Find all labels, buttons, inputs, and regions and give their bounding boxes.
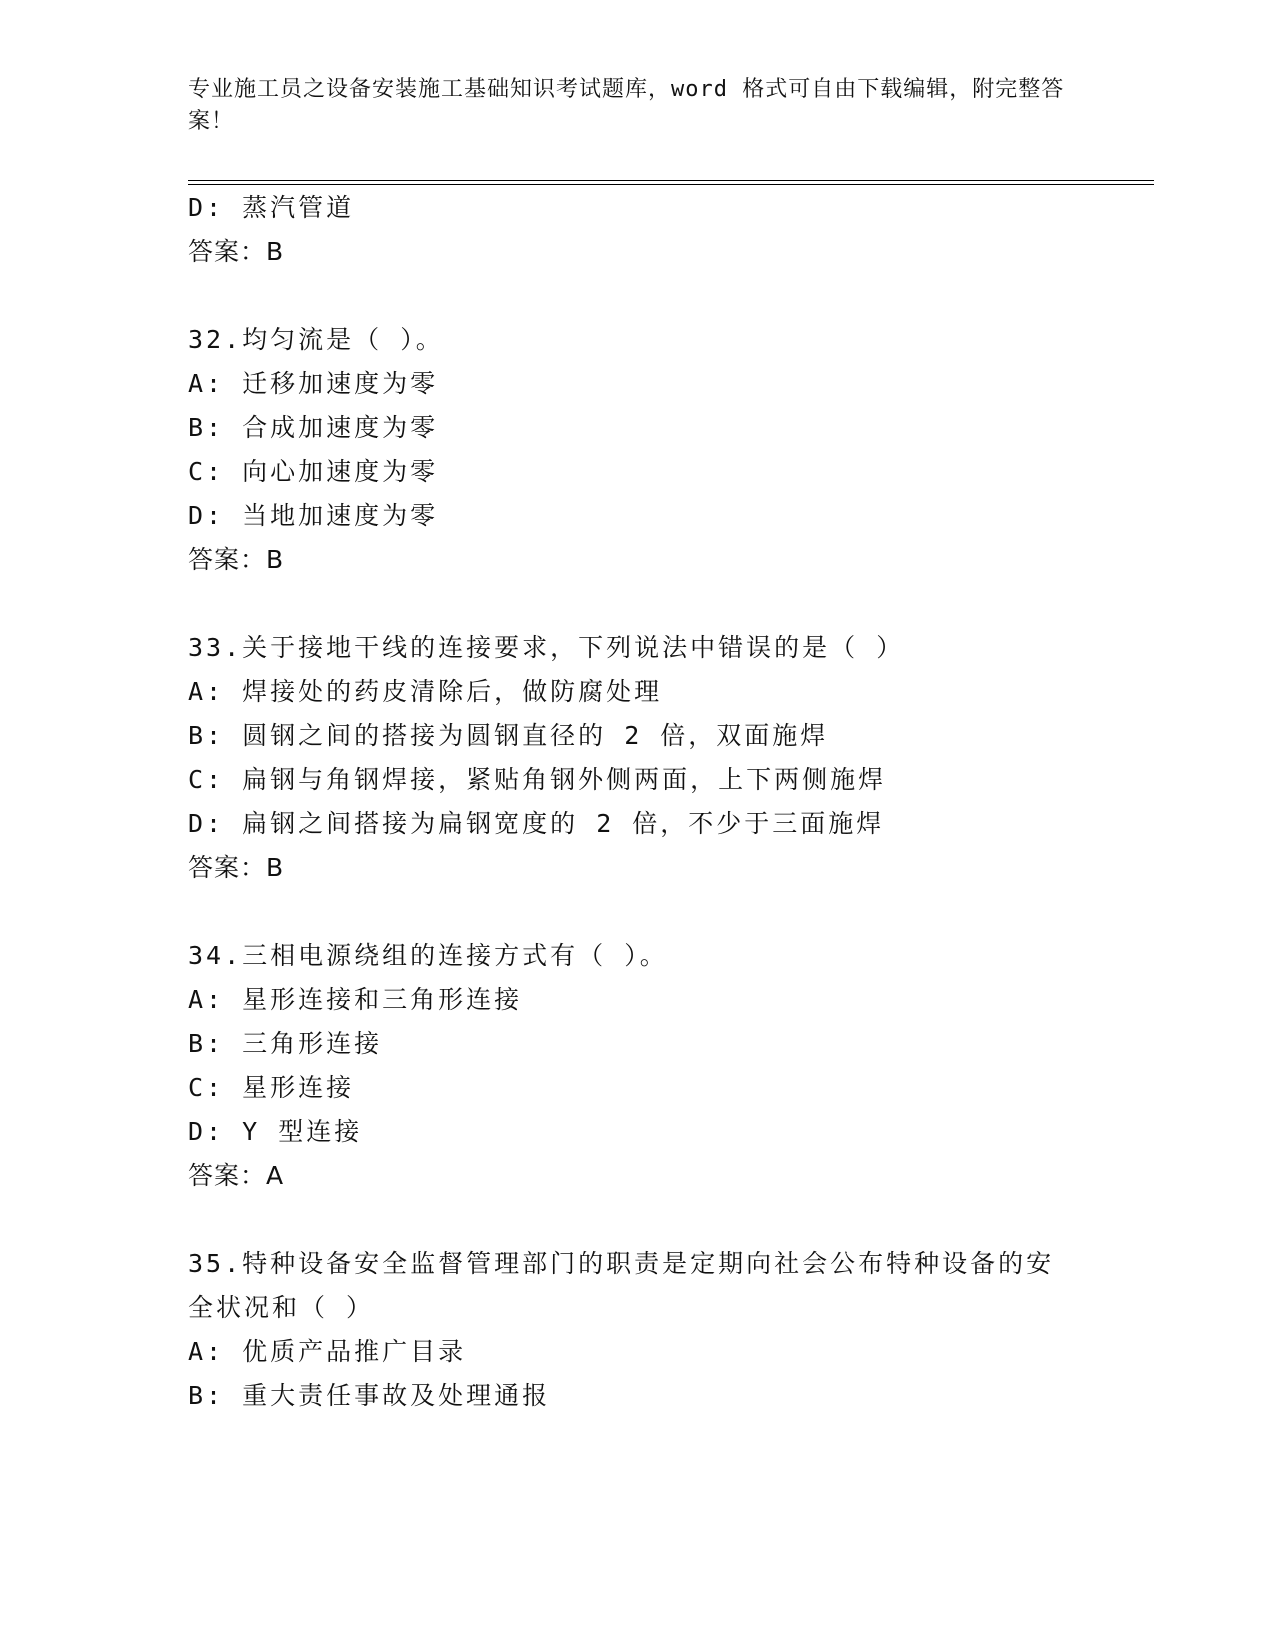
option-b: B: 三角形连接 (188, 1029, 383, 1058)
question-stem: 32.均匀流是（ ）。 (188, 325, 444, 354)
option-d: D: 当地加速度为零 (188, 501, 439, 530)
option-d: D: 扁钢之间搭接为扁钢宽度的 2 倍，不少于三面施焊 (188, 809, 885, 838)
answer: 答案：A (188, 1161, 285, 1190)
answer: 答案：B (188, 237, 285, 266)
option-b: B: 重大责任事故及处理通报 (188, 1381, 551, 1410)
option-c: C: 向心加速度为零 (188, 457, 439, 486)
option-c: C: 扁钢与角钢焊接，紧贴角钢外侧两面，上下两侧施焊 (188, 765, 887, 794)
header-rule (188, 180, 1154, 185)
question-stem: 34.三相电源绕组的连接方式有（ ）。 (188, 941, 668, 970)
option-a: A: 优质产品推广目录 (188, 1337, 467, 1366)
answer: 答案：B (188, 545, 285, 574)
option-a: A: 迁移加速度为零 (188, 369, 439, 398)
question-stem: 33.关于接地干线的连接要求，下列说法中错误的是（ ） (188, 633, 905, 662)
option-a: A: 星形连接和三角形连接 (188, 985, 523, 1014)
option-a: A: 焊接处的药皮清除后，做防腐处理 (188, 677, 663, 706)
option-d: D: Y 型连接 (188, 1117, 363, 1146)
question-stem: 35.特种设备安全监督管理部门的职责是定期向社会公布特种设备的安 (188, 1249, 1055, 1278)
option-b: B: 合成加速度为零 (188, 413, 439, 442)
option-c: C: 星形连接 (188, 1073, 355, 1102)
answer: 答案：B (188, 853, 285, 882)
option-d: D: 蒸汽管道 (188, 193, 355, 222)
question-stem-continued: 全状况和（ ） (188, 1293, 375, 1322)
option-b: B: 圆钢之间的搭接为圆钢直径的 2 倍，双面施焊 (188, 721, 829, 750)
page-header: 专业施工员之设备安装施工基础知识考试题库，word 格式可自由下载编辑，附完整答案！ (188, 77, 1065, 134)
